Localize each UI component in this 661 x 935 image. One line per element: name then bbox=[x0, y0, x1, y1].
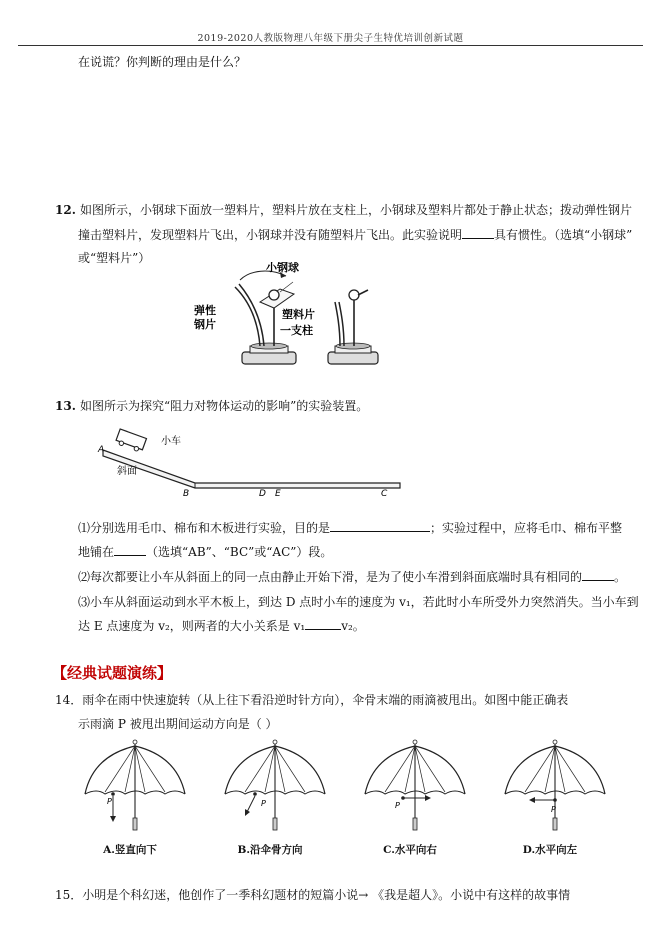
umbrella-a bbox=[85, 740, 185, 830]
svg-text:E: E bbox=[275, 489, 281, 499]
q14-line2: 示雨滴 P 被甩出期间运动方向是（ ） bbox=[78, 717, 278, 731]
label-pillar: 一支柱 bbox=[280, 324, 313, 337]
option-d[interactable]: D.水平向左 bbox=[522, 844, 578, 856]
label-ball: 小钢球 bbox=[266, 262, 299, 274]
q12-number: 12. bbox=[55, 203, 76, 217]
umbrella-d bbox=[505, 740, 605, 830]
q13-blank1[interactable] bbox=[330, 520, 430, 532]
label-spring2: 钢片 bbox=[194, 318, 216, 331]
svg-text:斜面: 斜面 bbox=[117, 466, 137, 477]
q13-part1: ⑴分别选用毛巾、棉布和木板进行实验，目的是 ；实验过程中，应将毛巾、棉布平整 bbox=[78, 521, 623, 535]
option-b[interactable]: B.沿伞骨方向 bbox=[237, 844, 303, 856]
section-title: 【经典试题演练】 bbox=[52, 664, 173, 682]
q13-part3-cont: 达 E 点速度为 v₂，则两者的大小关系是 v₁ v₂。 bbox=[78, 619, 365, 633]
umbrella-b bbox=[225, 740, 325, 830]
q13-part1-cont: 地铺在 （选填“AB”、“BC”或“AC”）段。 bbox=[78, 545, 333, 559]
q12-figure bbox=[190, 262, 390, 372]
q13-stem: 如图所示为探究“阻力对物体运动的影响”的实验装置。 bbox=[80, 399, 369, 413]
option-a[interactable]: A.竖直向下 bbox=[103, 844, 157, 856]
q12-line1: 如图所示，小钢球下面放一塑料片，塑料片放在支柱上，小钢球及塑料片都处于静止状态；拨动弹性钢片 bbox=[80, 203, 633, 217]
q13-blank4[interactable] bbox=[305, 618, 341, 630]
svg-text:小车: 小车 bbox=[161, 436, 181, 447]
svg-text:C: C bbox=[381, 489, 388, 499]
q11-tail: 在说谎？你判断的理由是什么？ bbox=[78, 55, 247, 69]
svg-text:P: P bbox=[395, 801, 400, 810]
label-plastic: 塑料片 bbox=[282, 308, 315, 321]
q14-line1: 14．雨伞在雨中快速旋转（从上往下看沿逆时针方向），伞骨末端的雨滴被甩出。如图中能正确表 bbox=[55, 693, 569, 707]
page-header: 2019-2020人教版物理八年级下册尖子生特优培训创新试题 bbox=[197, 33, 464, 44]
header-rule bbox=[18, 45, 643, 46]
q13-part2: ⑵每次都要让小车从斜面上的同一点由静止开始下滑，是为了使小车滑到斜面底端时具有相同的 。 bbox=[78, 570, 627, 584]
svg-text:P: P bbox=[107, 797, 112, 806]
q13-figure bbox=[95, 428, 405, 500]
option-c[interactable]: C.水平向右 bbox=[383, 844, 437, 856]
svg-text:B: B bbox=[183, 489, 190, 499]
q13-blank3[interactable] bbox=[582, 569, 614, 581]
svg-text:D: D bbox=[259, 489, 266, 499]
label-spring1: 弹性 bbox=[194, 304, 216, 317]
q15-line1: 15．小明是个科幻迷，他创作了一季科幻题材的短篇小说→ 《我是超人》。小说中有这样的故事情 bbox=[55, 888, 571, 902]
q13-blank2[interactable] bbox=[114, 544, 146, 556]
q12-answer-blank[interactable] bbox=[462, 227, 494, 239]
q14-umbrellas bbox=[60, 738, 620, 838]
umbrella-c bbox=[365, 740, 465, 830]
svg-text:A: A bbox=[98, 445, 105, 455]
svg-text:P: P bbox=[551, 805, 556, 814]
svg-text:P: P bbox=[261, 799, 266, 808]
q12-line2: 撞击塑料片，发现塑料片飞出，小钢球并没有随塑料片飞出。此实验说明 具有惯性。（选填“小钢球” bbox=[78, 228, 633, 242]
q13-number: 13. bbox=[55, 399, 76, 413]
q13-part3: ⑶小车从斜面运动到水平木板上，到达 D 点时小车的速度为 v₁，若此时小车所受外力突然消失。当小车到 bbox=[78, 595, 639, 609]
q12-line3: 或“塑料片”） bbox=[78, 251, 151, 265]
right-apparatus bbox=[328, 290, 378, 364]
